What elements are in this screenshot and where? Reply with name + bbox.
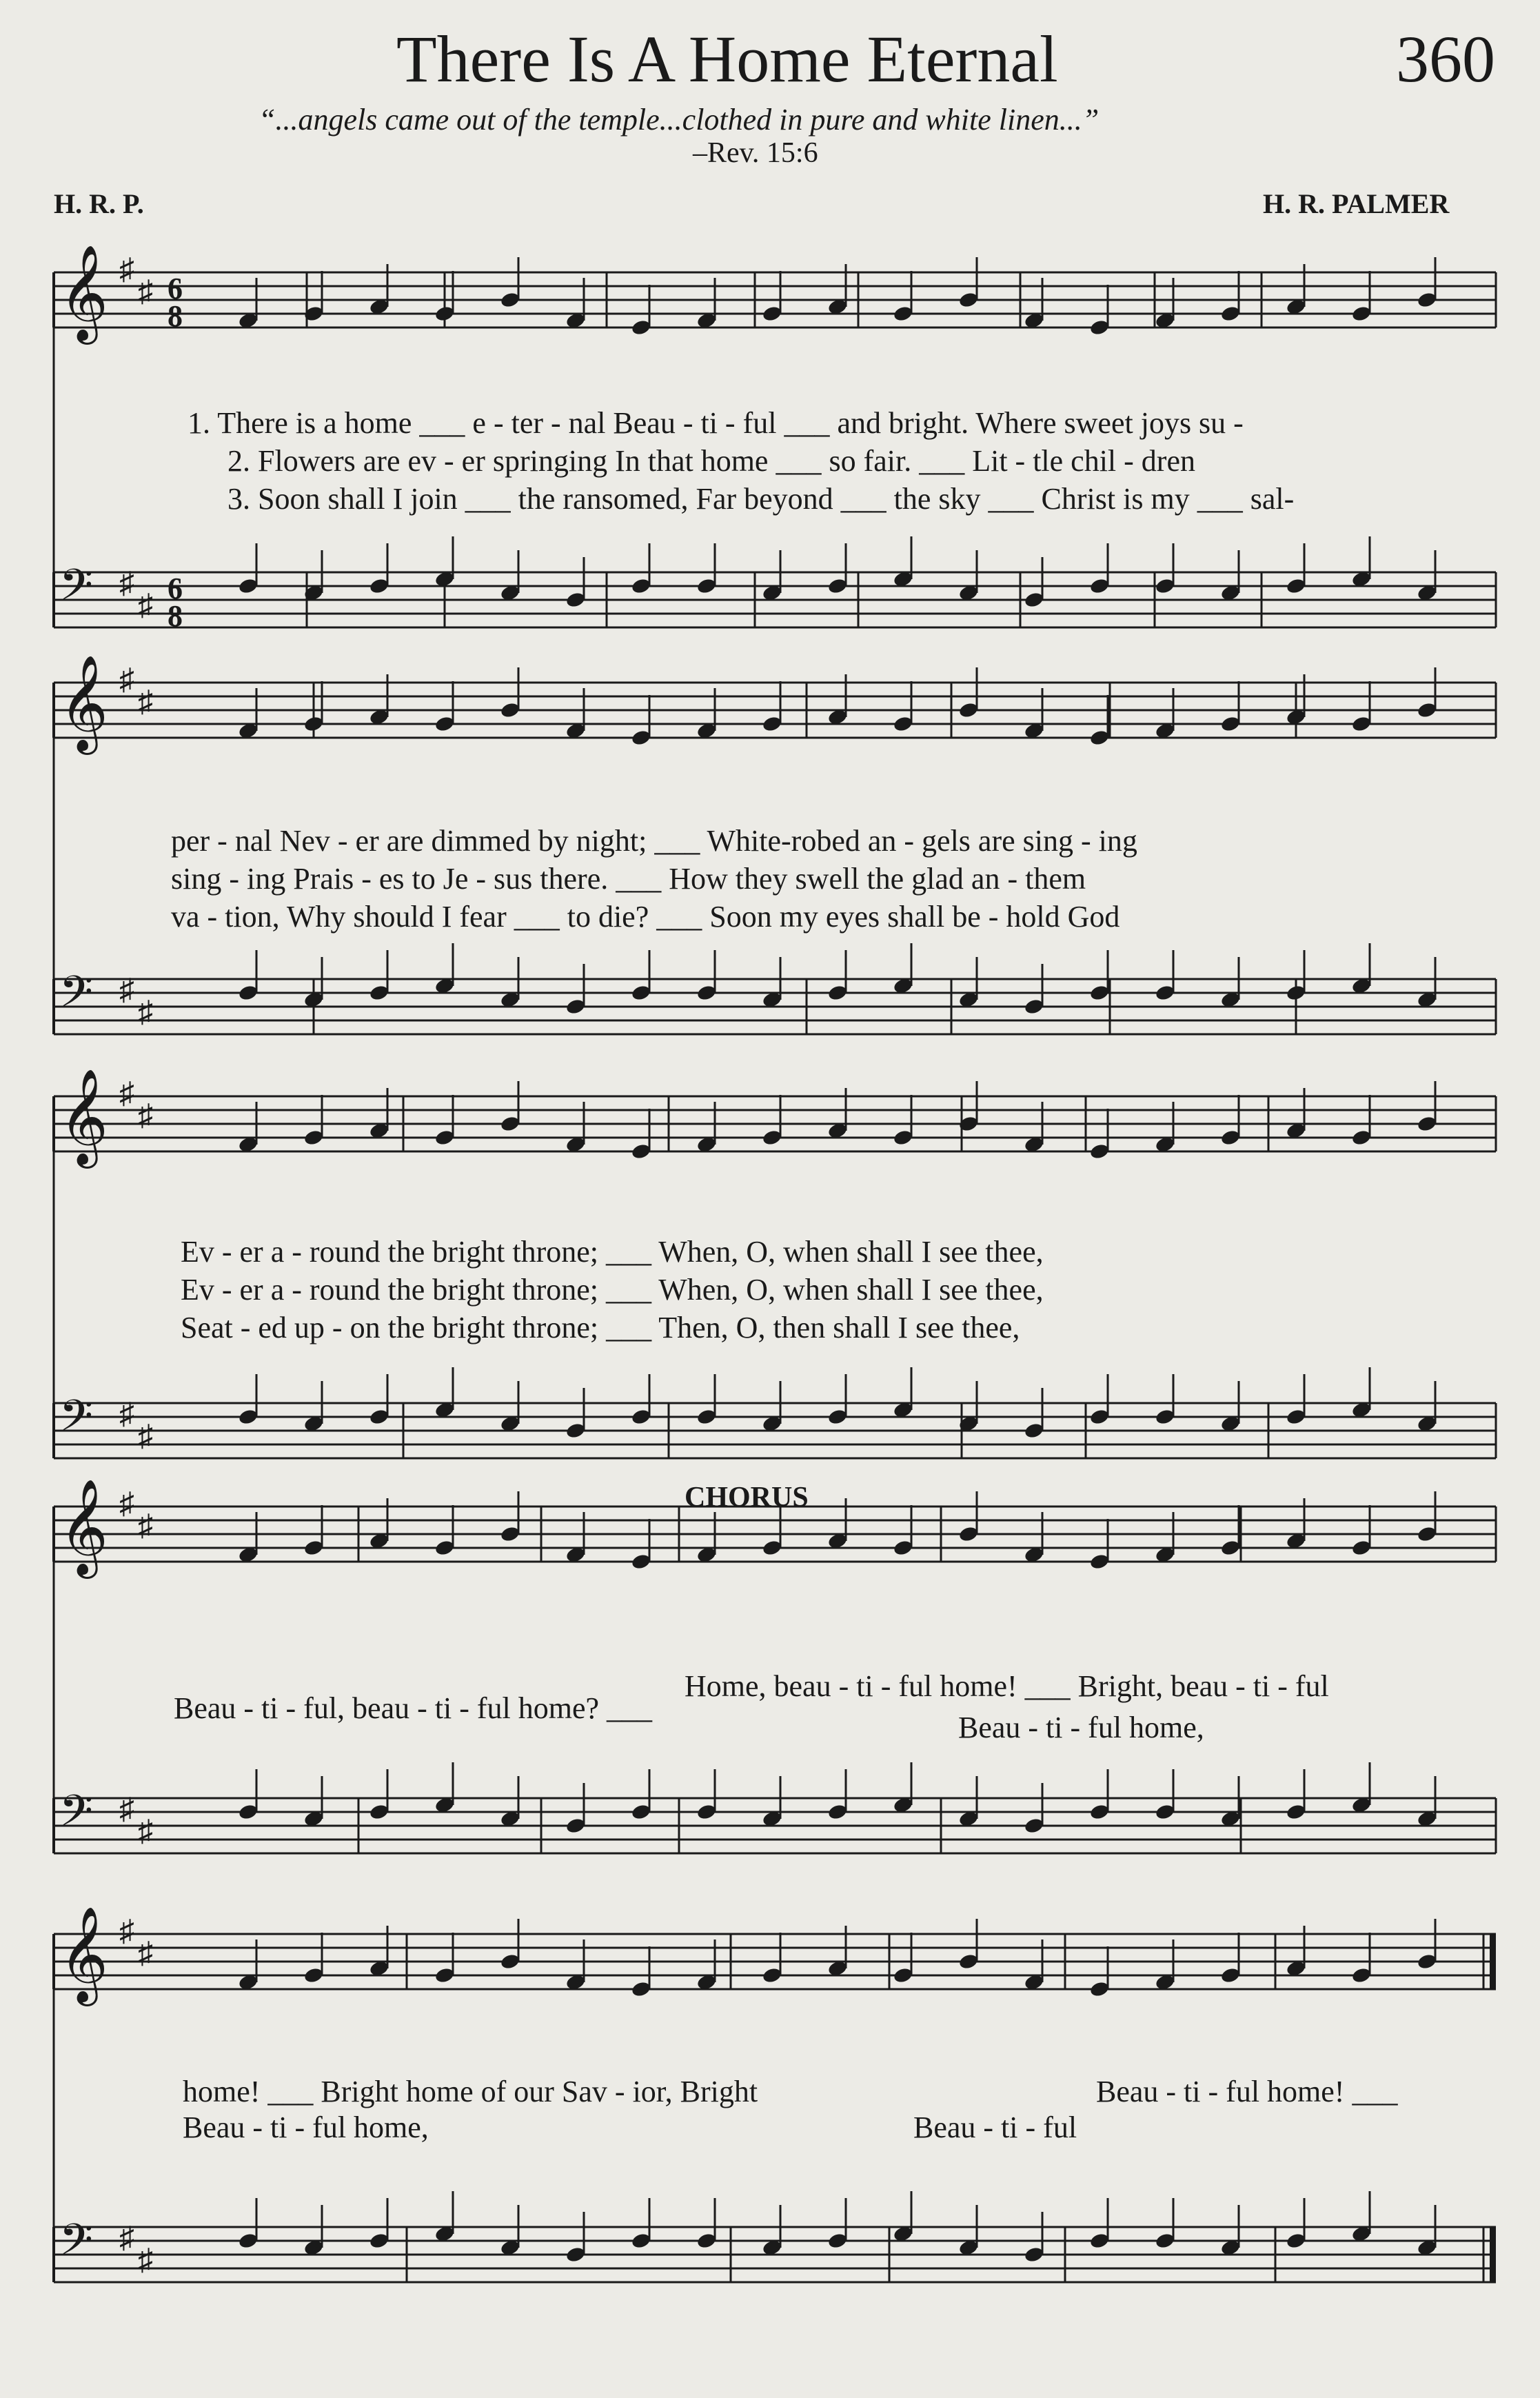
lyric-line: per - nal Nev - er are dimmed by night; ___ White-robed an - gels are sing - ing bbox=[171, 824, 1137, 858]
lyric-line: 1. There is a home ___ e - ter - nal Beau - ti - ful ___ and bright. Where sweet joys su - bbox=[188, 406, 1244, 440]
final-barline bbox=[1490, 2227, 1496, 2282]
lyric-line: sing - ing Prais - es to Je - sus there. ___ How they swell the glad an - them bbox=[171, 862, 1086, 896]
sharp-icon: ♯ bbox=[138, 1098, 153, 1132]
lyric-line: 2. Flowers are ev - er springing In that home ___ so fair. ___ Lit - tle chil - dren bbox=[227, 444, 1195, 478]
sharp-icon: ♯ bbox=[119, 1792, 134, 1826]
sharp-icon: ♯ bbox=[119, 566, 134, 600]
sharp-icon: ♯ bbox=[119, 1487, 134, 1520]
bass-clef-icon: 𝄢 bbox=[59, 966, 93, 1027]
scripture-epigraph: “...angels came out of the temple...clothed in pure and white linen...” bbox=[259, 103, 1100, 137]
bass-clef-icon: 𝄢 bbox=[59, 2214, 93, 2275]
sharp-icon: ♯ bbox=[119, 1914, 134, 1948]
lyric-line: Ev - er a - round the bright throne; ___ When, O, when shall I see thee, bbox=[181, 1273, 1044, 1307]
sharp-icon: ♯ bbox=[138, 588, 153, 622]
treble-clef-icon: 𝄞 bbox=[59, 1069, 108, 1165]
sharp-icon: ♯ bbox=[138, 274, 153, 308]
sharp-icon: ♯ bbox=[138, 1509, 153, 1542]
treble-clef-icon: 𝄞 bbox=[59, 1479, 108, 1575]
final-barline bbox=[1490, 1934, 1496, 1989]
treble-clef-icon: 𝄞 bbox=[59, 245, 108, 341]
lyric-line: Beau - ti - ful home! ___ bbox=[1096, 2075, 1398, 2108]
time-signature-numerator: 6 bbox=[168, 572, 183, 605]
sharp-icon: ♯ bbox=[138, 2243, 153, 2277]
chorus-label: CHORUS bbox=[685, 1482, 809, 1513]
words-author: H. R. P. bbox=[54, 188, 144, 219]
lyric-line: Beau - ti - ful, beau - ti - ful home? ___ bbox=[174, 1691, 653, 1725]
hymn-title: There Is A Home Eternal bbox=[396, 22, 1058, 96]
bass-clef-icon: 𝄢 bbox=[59, 1785, 93, 1846]
sharp-icon: ♯ bbox=[138, 685, 153, 718]
treble-clef-icon: 𝄞 bbox=[59, 655, 108, 751]
sharp-icon: ♯ bbox=[138, 1419, 153, 1453]
time-signature-numerator: 6 bbox=[168, 272, 183, 305]
lyric-line: home! ___ Bright home of our Sav - ior, Bright bbox=[183, 2075, 758, 2108]
sharp-icon: ♯ bbox=[119, 1397, 134, 1431]
lyric-line: va - tion, Why should I fear ___ to die? ___ Soon my eyes shall be - hold God bbox=[171, 900, 1120, 934]
lyric-line: Beau - ti - ful bbox=[913, 2110, 1077, 2144]
sharp-icon: ♯ bbox=[119, 2221, 134, 2255]
treble-clef-icon: 𝄞 bbox=[59, 1906, 108, 2002]
sharp-icon: ♯ bbox=[119, 252, 134, 286]
lyric-line: Seat - ed up - on the bright throne; ___ Then, O, then shall I see thee, bbox=[181, 1311, 1020, 1344]
scripture-reference: –Rev. 15:6 bbox=[693, 137, 818, 169]
lyric-line: Beau - ti - ful home, bbox=[958, 1711, 1204, 1744]
sharp-icon: ♯ bbox=[138, 1814, 153, 1848]
sharp-icon: ♯ bbox=[138, 995, 153, 1029]
bass-clef-icon: 𝄢 bbox=[59, 1390, 93, 1451]
lyric-line: Beau - ti - ful home, bbox=[183, 2110, 429, 2144]
sharp-icon: ♯ bbox=[119, 1076, 134, 1110]
lyric-line: 3. Soon shall I join ___ the ransomed, Far beyond ___ the sky ___ Christ is my ___ sal- bbox=[227, 482, 1295, 516]
lyric-line: Ev - er a - round the bright throne; ___ When, O, when shall I see thee, bbox=[181, 1235, 1044, 1269]
sharp-icon: ♯ bbox=[138, 1936, 153, 1970]
time-signature-denominator: 8 bbox=[168, 599, 183, 633]
music-composer: H. R. PALMER bbox=[1263, 188, 1450, 219]
hymn-number: 360 bbox=[1396, 22, 1495, 96]
time-signature-denominator: 8 bbox=[168, 299, 183, 333]
sharp-icon: ♯ bbox=[119, 973, 134, 1007]
sharp-icon: ♯ bbox=[119, 663, 134, 696]
lyric-line: Home, beau - ti - ful home! ___ Bright, beau - ti - ful bbox=[685, 1669, 1329, 1703]
bass-clef-icon: 𝄢 bbox=[59, 559, 93, 621]
